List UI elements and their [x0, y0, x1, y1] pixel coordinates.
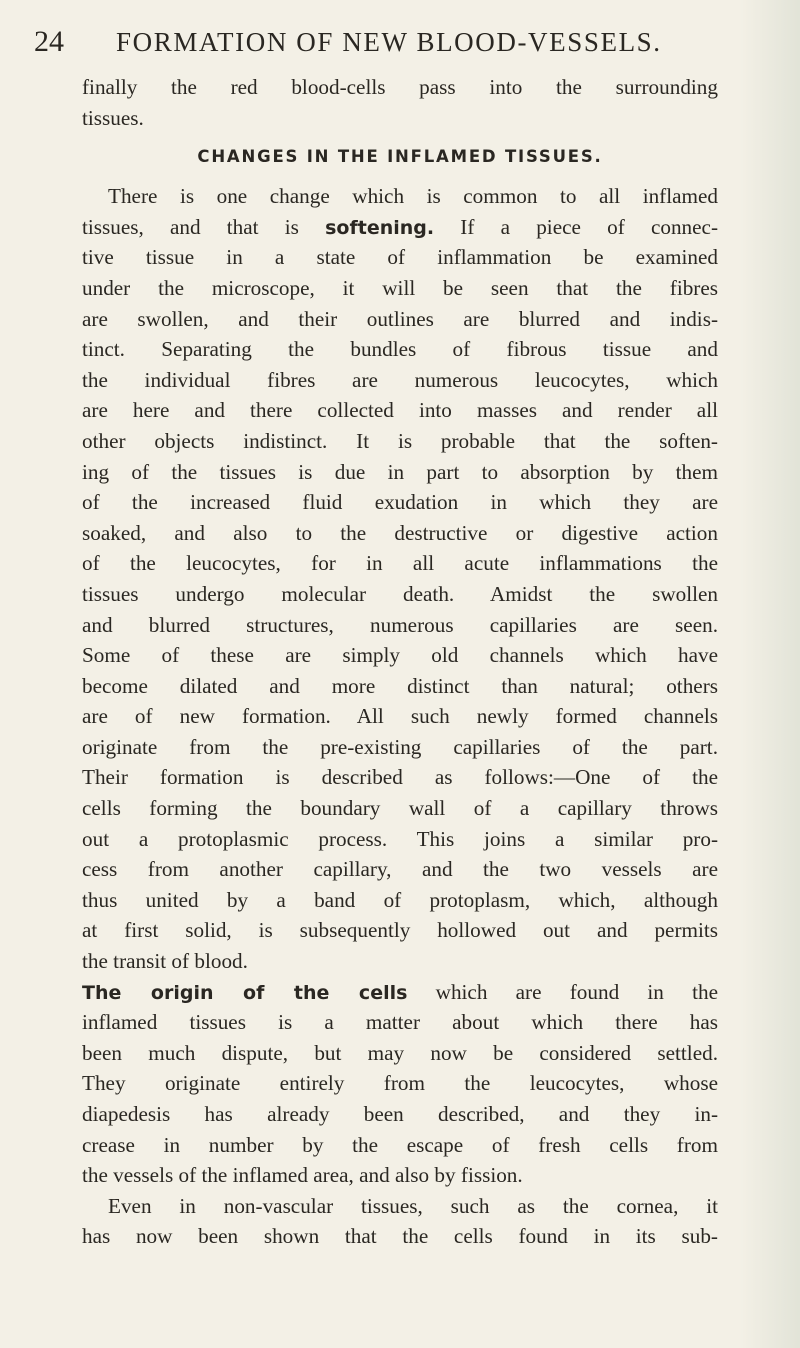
text-line: finally the red blood-cells pass into the surrounding [82, 75, 718, 99]
text-run: which are found in the [407, 979, 718, 1004]
text-line: at first solid, is subsequently hollowed out and permits [82, 918, 718, 943]
running-title: FORMATION OF NEW BLOOD-VESSELS. [116, 27, 662, 57]
text-line: Their formation is described as follows:—One of the [82, 765, 718, 790]
text-line: are swollen, and their outlines are blurred and indis- [82, 306, 718, 331]
text-line: has now been shown that the cells found in its sub- [82, 1224, 718, 1249]
text-line: out a protoplasmic process. This joins a similar pro- [82, 826, 718, 851]
text-line: ing of the tissues is due in part to absorption by them [82, 459, 718, 484]
section-heading: CHANGES IN THE INFLAMED TISSUES. [197, 147, 603, 167]
text-line: crease in number by the escape of fresh cells from [82, 1132, 718, 1157]
text-line: the individual fibres are numerous leucocytes, which [82, 367, 718, 392]
text-line: are of new formation. All such newly formed channels [82, 704, 718, 729]
text-line: diapedesis has already been described, and they in- [82, 1102, 718, 1126]
body-text [82, 72, 718, 1252]
text-run: If a piece of connec- [434, 214, 718, 239]
text-line: cells forming the boundary wall of a capillary throws [82, 796, 718, 821]
text-line: originate from the pre-existing capillaries of the part. [82, 734, 718, 759]
text-line: thus united by a band of protoplasm, which, although [82, 887, 718, 912]
text-run: tissues, and that is [82, 214, 326, 239]
paragraph-first-line: Even in non-vascular tissues, such as the cornea, it [108, 1193, 718, 1218]
text-line: under the microscope, it will be seen that the fibres [82, 275, 718, 300]
text-line: the vessels of the inflamed area, and also by fission. [82, 1163, 523, 1188]
text-line: tissues. [82, 105, 144, 130]
text-line: cess from another capillary, and the two vessels are [82, 857, 718, 882]
text-line: been much dispute, but may now be considered settled. [82, 1040, 718, 1065]
text-line: Some of these are simply old channels which have [82, 643, 718, 668]
text-line: of the leucocytes, for in all acute inflammations the [82, 551, 718, 576]
text-line: of the increased fluid exudation in which they are [82, 490, 718, 515]
text-line [82, 977, 718, 1008]
emphasis-origin-of-cells: The origin of the cells [82, 981, 408, 1004]
text-line [82, 212, 718, 243]
text-line: They originate entirely from the leucocytes, whose [82, 1071, 718, 1096]
text-line: are here and there collected into masses and render all [82, 398, 718, 423]
text-line: inflamed tissues is a matter about which there has [82, 1010, 718, 1035]
text-line: tinct. Separating the bundles of fibrous tissue and [82, 337, 718, 362]
emphasis-softening: softening. [325, 216, 435, 239]
text-line: and blurred structures, numerous capillaries are seen. [82, 612, 718, 637]
page-number: 24 [34, 25, 64, 58]
text-line: tive tissue in a state of inflammation be examined [82, 245, 718, 270]
text-line: soaked, and also to the destructive or digestive action [82, 520, 718, 545]
text-line: tissues undergo molecular death. Amidst the swollen [82, 581, 718, 606]
page-edge-shadow [740, 0, 800, 1348]
text-line: other objects indistinct. It is probable that the soften- [82, 428, 718, 453]
text-line: become dilated and more distinct than natural; others [82, 673, 718, 698]
paragraph-first-line: There is one change which is common to all inflamed [108, 184, 718, 209]
text-line: the transit of blood. [82, 949, 248, 974]
page-header [34, 22, 714, 62]
